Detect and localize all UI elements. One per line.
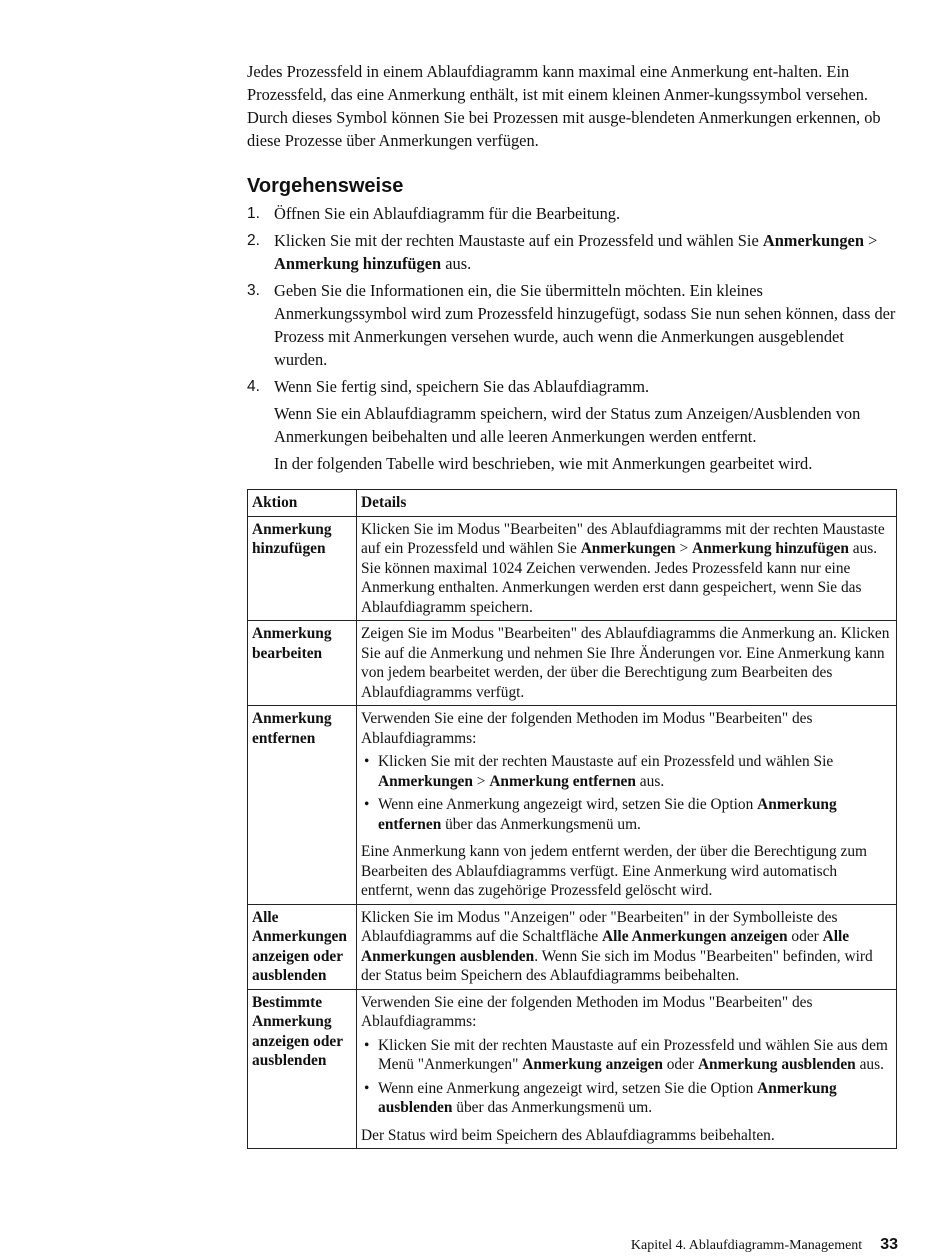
details-text bbox=[361, 908, 892, 986]
text-run: Klicken Sie im Modus "Bearbeiten" des Ablaufdiagramms mit der rechten Maustaste auf ein Prozessfeld und wählen Sie bbox=[361, 520, 885, 557]
step-item bbox=[247, 229, 897, 275]
text-run: aus. Sie können maximal 1024 Zeichen verwenden. Jedes Prozessfeld kann nur eine Anmerkung enthalten. Anmerkungen werden erst dann gespeichert, wenn Sie das Ablaufdiagramm speichern. bbox=[361, 540, 878, 616]
table-row bbox=[248, 904, 897, 989]
list-item bbox=[361, 1079, 892, 1118]
section-heading: Vorgehensweise bbox=[247, 175, 404, 197]
button-name: Alle Anmerkungen anzeigen bbox=[602, 928, 788, 945]
details-text bbox=[361, 520, 892, 618]
details-text: Verwenden Sie eine der folgenden Methoden im Modus "Bearbeiten" des Ablaufdiagramms: bbox=[361, 993, 813, 1030]
details-text: Zeigen Sie im Modus "Bearbeiten" des Ablaufdiagramms die Anmerkung an. Klicken Sie auf die Anmerkung und nehmen Sie Ihre Änderungen vor. Eine Anmerkung kann von jedem bearbeitet werden, der über die Berechtigung zum Bearbeiten des Ablaufdiagramms verfügt. bbox=[361, 625, 890, 701]
text-run: oder bbox=[787, 928, 823, 945]
text-run: Wenn eine Anmerkung angezeigt wird, setzen Sie die Option bbox=[378, 796, 758, 813]
menu-name: Anmerkungen bbox=[762, 231, 864, 250]
bullet-icon: • bbox=[364, 1036, 370, 1054]
step-number: 4. bbox=[247, 378, 260, 395]
text-run: über das Anmerkungsmenü um. bbox=[452, 1099, 653, 1116]
button-name: Alle Anmerkungen ausblenden bbox=[361, 928, 850, 965]
action-cell: Anmerkung bearbeiten bbox=[248, 621, 357, 706]
details-cell bbox=[357, 706, 897, 905]
action-cell: Anmerkung entfernen bbox=[248, 706, 357, 905]
table-row bbox=[248, 516, 897, 621]
column-header-action: Aktion bbox=[248, 490, 357, 517]
action-cell: Bestimmte Anmerkung anzeigen oder ausblenden bbox=[248, 989, 357, 1149]
menu-item-name: Anmerkung anzeigen bbox=[522, 1056, 663, 1073]
step-number: 3. bbox=[247, 282, 260, 299]
step-text: Geben Sie die Informationen ein, die Sie übermitteln möchten. Ein kleines Anmerkungssymbol wird zum Prozessfeld hinzugefügt, sodass Sie nun sehen können, dass der Prozess mit Anmerkungen versehen wurde, auch wenn die Anmerkungen ausgeblendet wurden. bbox=[274, 281, 896, 369]
text-run: oder bbox=[662, 1056, 698, 1073]
step-number: 1. bbox=[247, 205, 260, 222]
bullet-icon: • bbox=[364, 1079, 370, 1097]
table-header-row bbox=[248, 490, 897, 517]
text-run: Klicken Sie mit der rechten Maustaste auf ein Prozessfeld und wählen Sie bbox=[274, 231, 763, 250]
details-cell bbox=[357, 989, 897, 1149]
details-cell bbox=[357, 904, 897, 989]
step-item bbox=[247, 202, 897, 225]
menu-item-name: Anmerkung hinzufügen bbox=[692, 540, 849, 557]
option-name: Anmerkung entfernen bbox=[378, 796, 837, 833]
text-run: > bbox=[472, 772, 490, 790]
text-run: aus. bbox=[635, 772, 665, 790]
details-text: Verwenden Sie eine der folgenden Methoden im Modus "Bearbeiten" des Ablaufdiagramms: bbox=[361, 710, 813, 747]
table-row bbox=[248, 989, 897, 1149]
text-run: . Wenn Sie sich im Modus "Bearbeiten" befinden, wird der Status beim Speichern des Ablaufdiagramms beibehalten. bbox=[361, 947, 873, 984]
option-name: Anmerkung ausblenden bbox=[378, 1079, 837, 1116]
intro-paragraph: Jedes Prozessfeld in einem Ablaufdiagramm kann maximal eine Anmerkung ent-halten. Ein Prozessfeld, das eine Anmerkung enthält, ist mit einem kleinen Anmer-kungssymbol versehen. Durch dieses Symbol können Sie bei Prozessen mit ausge-blendeten Anmerkungen erkennen, ob diese Prozesse über Anmerkungen verfügen. bbox=[247, 62, 881, 150]
step-item bbox=[247, 375, 897, 475]
method-list bbox=[361, 752, 892, 834]
step-note: Wenn Sie ein Ablaufdiagramm speichern, wird der Status zum Anzeigen/Ausblenden von Anmerkungen beibehalten und alle leeren Anmerkungen werden entfernt. bbox=[274, 404, 861, 446]
text-run: Wenn eine Anmerkung angezeigt wird, setzen Sie die Option bbox=[378, 1079, 758, 1097]
text-run: > bbox=[675, 540, 692, 557]
step-text: Öffnen Sie ein Ablaufdiagramm für die Bearbeitung. bbox=[274, 204, 621, 223]
step-number: 2. bbox=[247, 232, 260, 249]
menu-item-name: Anmerkung hinzufügen bbox=[274, 254, 442, 273]
document-body bbox=[247, 60, 897, 1149]
text-run: Klicken Sie im Modus "Anzeigen" oder "Bearbeiten" in der Symbolleiste des Ablaufdiagramms auf die Schaltfläche bbox=[361, 908, 838, 945]
list-item bbox=[361, 1036, 892, 1075]
page-footer bbox=[600, 1236, 898, 1254]
details-cell bbox=[357, 621, 897, 706]
menu-name: Anmerkungen bbox=[378, 772, 473, 790]
method-list bbox=[361, 1036, 892, 1118]
step-text: Wenn Sie fertig sind, speichern Sie das Ablaufdiagramm. bbox=[274, 377, 650, 396]
page-number: 33 bbox=[880, 1236, 898, 1253]
list-item bbox=[361, 795, 892, 834]
text-run: über das Anmerkungsmenü um. bbox=[441, 815, 641, 833]
text-run: aus. bbox=[855, 1056, 884, 1073]
details-text: Eine Anmerkung kann von jedem entfernt werden, der über die Berechtigung zum Bearbeiten des Ablaufdiagramms verfügt. Eine Anmerkung wird automatisch entfernt, wenn das zugehörige Prozessfeld gelöscht wird. bbox=[361, 843, 868, 899]
step-note: In der folgenden Tabelle wird beschrieben, wie mit Anmerkungen gearbeitet wird. bbox=[274, 454, 813, 473]
menu-item-name: Anmerkung entfernen bbox=[489, 772, 636, 790]
step-text bbox=[274, 231, 877, 273]
action-cell: Alle Anmerkungen anzeigen oder ausblenden bbox=[248, 904, 357, 989]
step-item bbox=[247, 279, 897, 371]
details-text: Der Status wird beim Speichern des Ablaufdiagramms beibehalten. bbox=[361, 1126, 775, 1144]
details-cell bbox=[357, 516, 897, 621]
table-row bbox=[248, 706, 897, 905]
text-run: aus. bbox=[441, 254, 472, 273]
menu-item-name: Anmerkung ausblenden bbox=[697, 1056, 856, 1073]
annotations-table bbox=[247, 489, 897, 1149]
table-row bbox=[248, 621, 897, 706]
bullet-icon: • bbox=[364, 753, 370, 770]
chapter-title: Kapitel 4. Ablaufdiagramm-Management bbox=[630, 1238, 863, 1253]
text-run: Klicken Sie mit der rechten Maustaste auf ein Prozessfeld und wählen Sie aus dem Menü "Anmerkungen" bbox=[378, 1036, 888, 1073]
bullet-icon: • bbox=[364, 796, 370, 813]
text-run: > bbox=[863, 231, 878, 250]
steps-list bbox=[247, 202, 897, 475]
menu-name: Anmerkungen bbox=[580, 540, 676, 557]
text-run: Klicken Sie mit der rechten Maustaste auf ein Prozessfeld und wählen Sie bbox=[378, 753, 834, 770]
column-header-details: Details bbox=[357, 490, 897, 517]
list-item bbox=[361, 752, 892, 791]
action-cell: Anmerkung hinzufügen bbox=[248, 516, 357, 621]
